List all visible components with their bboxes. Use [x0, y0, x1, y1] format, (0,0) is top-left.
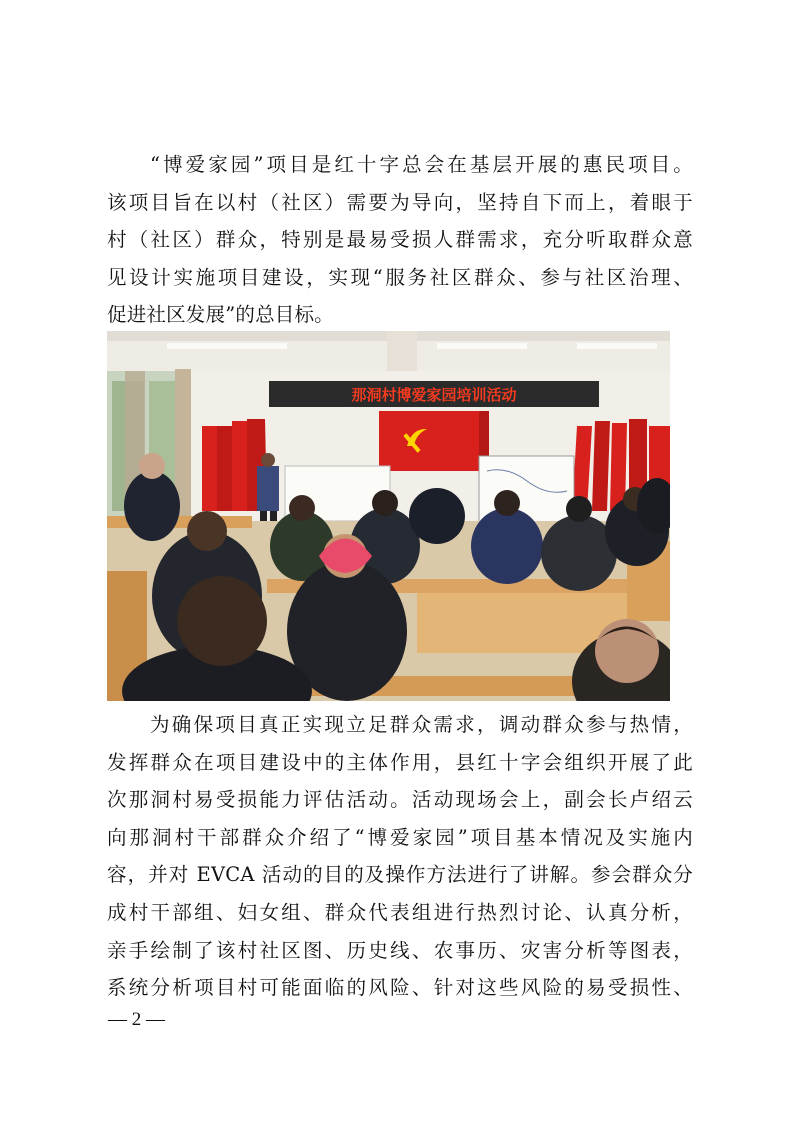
text-line: 次那洞村易受损能力评估活动。活动现场会上，副会长卢绍云: [107, 788, 693, 812]
text-line: 容，并对 EVCA 活动的目的及操作方法进行了讲解。参会群众分: [107, 863, 693, 887]
paragraph-intro: [107, 146, 693, 334]
text-line: 为确保项目真正实现立足群众需求，调动群众参与热情，: [150, 713, 693, 736]
page-number: — 2 —: [108, 1009, 165, 1030]
text-line: 发挥群众在项目建设中的主体作用，县红十字会组织开展了此: [107, 750, 693, 774]
training-activity-photo: [107, 331, 670, 701]
text-line: 成村干部组、妇女组、群众代表组进行热烈讨论、认真分析，: [107, 900, 693, 924]
text-line: 系统分析项目村可能面临的风险、针对这些风险的易受损性、: [107, 976, 693, 1000]
text-line: 向那洞村干部群众介绍了“博爱家园”项目基本情况及实施内: [107, 825, 693, 849]
text-line: 见设计实施项目建设，实现“服务社区群众、参与社区治理、: [107, 265, 693, 289]
banner-text: 那洞村博爱家园培训活动: [351, 386, 517, 404]
text-line: 促进社区发展”的总目标。: [107, 303, 334, 327]
text-line: “博爱家园”项目是红十字总会在基层开展的惠民项目。: [150, 153, 693, 176]
text-line: 亲手绘制了该村社区图、历史线、农事历、灾害分析等图表，: [107, 938, 693, 962]
text-line: 村（社区）群众，特别是最易受损人群需求，充分听取群众意: [107, 228, 693, 252]
paragraph-activity: [107, 706, 693, 1007]
text-line: 该项目旨在以村（社区）需要为导向，坚持自下而上，着眼于: [107, 190, 693, 214]
